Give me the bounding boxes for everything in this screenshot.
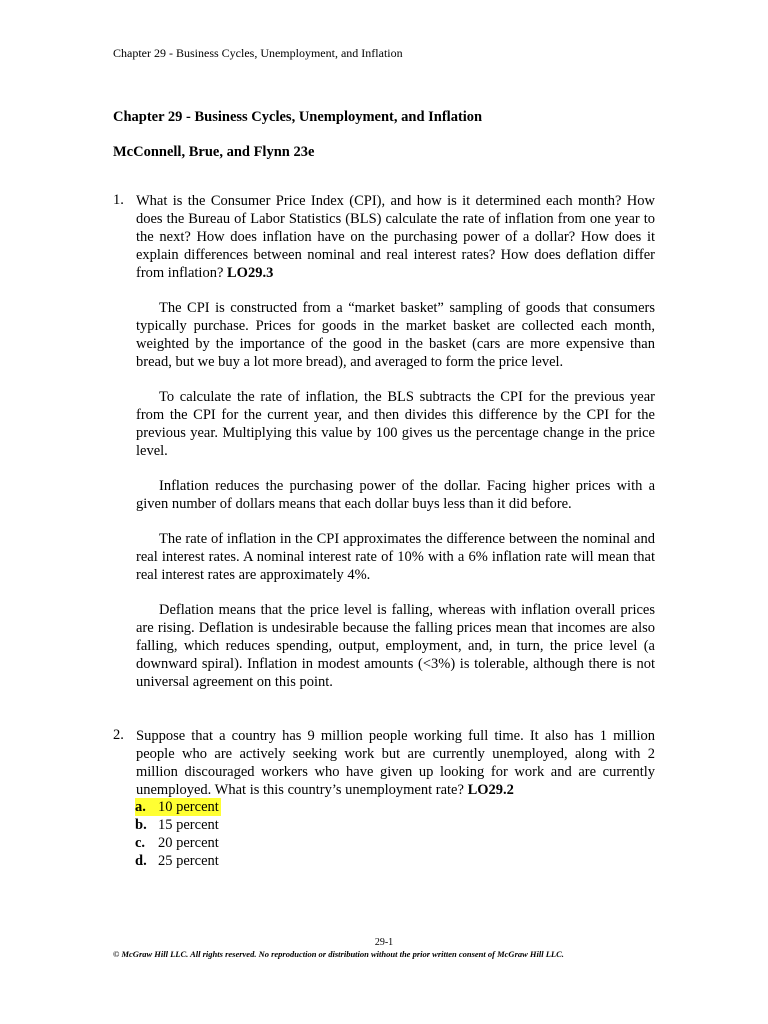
question-2-lo: LO29.2 xyxy=(467,782,514,798)
choice-d-letter: d. xyxy=(135,853,147,869)
page-title: Chapter 29 - Business Cycles, Unemployment, and Inflation xyxy=(113,109,483,125)
choice-b-letter: b. xyxy=(135,817,147,833)
authors-line: McConnell, Brue, and Flynn 23e xyxy=(113,144,315,160)
answer-1-paragraph-interest-rates: The rate of inflation in the CPI approximates the difference between the nominal and real interest rates. A nominal interest rate of 10% with a 6% inflation rate will mean that real interest rates are approximately 4%. xyxy=(136,531,655,583)
question-2-body: Suppose that a country has 9 million people working full time. It also has 1 million people who are actively seeking work but are currently unemployed, along with 2 million discouraged workers who have given up looking for work and are currently unemployed. What is this country’s unemployment rate? xyxy=(136,728,655,798)
question-1-body: What is the Consumer Price Index (CPI), and how is it determined each month? How does the Bureau of Labor Statistics (BLS) calculate the rate of inflation from one year to the next? How does inflation have on the purchasing power of a dollar? How does it explain differences between nominal and real interest rates? How does deflation differ from inflation? xyxy=(136,193,655,281)
choice-a-text: 10 percent xyxy=(158,799,219,815)
answer-1-paragraph-purchasing-power: Inflation reduces the purchasing power of the dollar. Facing higher prices with a given number of dollars means that each dollar buys less than it did before. xyxy=(136,478,655,512)
answer-1-paragraph-deflation: Deflation means that the price level is falling, whereas with inflation overall prices are rising. Deflation is undesirable because the falling prices mean that incomes are also falling, which reduces spending, output, employment, and, in turn, the price level (a downward spiral). Inflation in modest amounts (<3%) is tolerable, although there is not universal agreement on this point. xyxy=(136,602,655,690)
question-2-number: 2. xyxy=(113,727,124,743)
question-1-number: 1. xyxy=(113,192,124,208)
running-header: Chapter 29 - Business Cycles, Unemployment, and Inflation xyxy=(113,46,403,60)
question-2-text xyxy=(136,727,655,799)
answer-1-paragraph-inflation-rate: To calculate the rate of inflation, the BLS subtracts the CPI for the previous year from the CPI for the current year, and then divides this difference by the CPI for the previous year. Multiplying this value by 100 gives us the percentage change in the price level. xyxy=(136,389,655,459)
copyright-notice: © McGraw Hill LLC. All rights reserved. No reproduction or distribution without the prior written consent of McGraw Hill LLC. xyxy=(113,949,564,959)
choice-b xyxy=(135,816,221,834)
choice-b-text: 15 percent xyxy=(158,817,219,833)
choice-c-text: 20 percent xyxy=(158,835,219,851)
choice-c-letter: c. xyxy=(135,835,146,851)
choice-d-text: 25 percent xyxy=(158,853,219,869)
question-1-text xyxy=(136,192,655,282)
question-1-lo: LO29.3 xyxy=(227,265,274,281)
choice-a xyxy=(135,798,221,816)
choice-a-letter: a. xyxy=(135,799,146,815)
choice-row-a xyxy=(135,798,221,816)
page-number: 29-1 xyxy=(374,937,394,948)
choice-d xyxy=(135,852,221,870)
choice-c xyxy=(135,834,221,852)
answer-1-paragraph-cpi: The CPI is constructed from a “market basket” sampling of goods that consumers typically purchase. Prices for goods in the market basket are collected each month, weighted by the importance of the good in the basket (cars are more expensive than bread, but we buy a lot more bread), and averaged to form the price level. xyxy=(136,300,655,370)
question-2-choices xyxy=(135,798,221,870)
